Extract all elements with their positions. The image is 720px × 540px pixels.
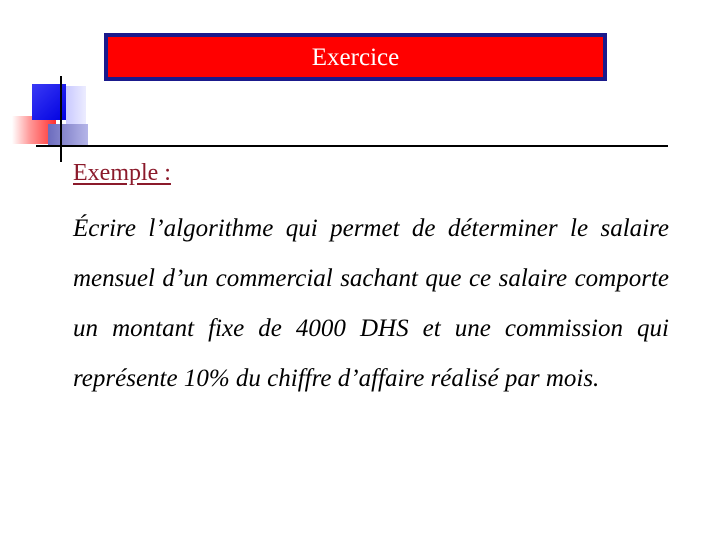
decorative-gray-block xyxy=(48,124,88,146)
exercise-statement: Écrire l’algorithme qui permet de déterminer le salaire mensuel d’un commercial sachant que ce salaire comporte un montant fixe de 4000 DHS et une commission qui représente 10% du chiffre d’affaire réalisé par mois. xyxy=(73,215,669,392)
decorative-horizontal-line xyxy=(36,145,668,147)
example-heading: Exemple : xyxy=(73,160,171,186)
decorative-vertical-line xyxy=(60,76,62,162)
slide-title: Exercice xyxy=(311,43,400,71)
slide-title-box xyxy=(104,33,607,81)
